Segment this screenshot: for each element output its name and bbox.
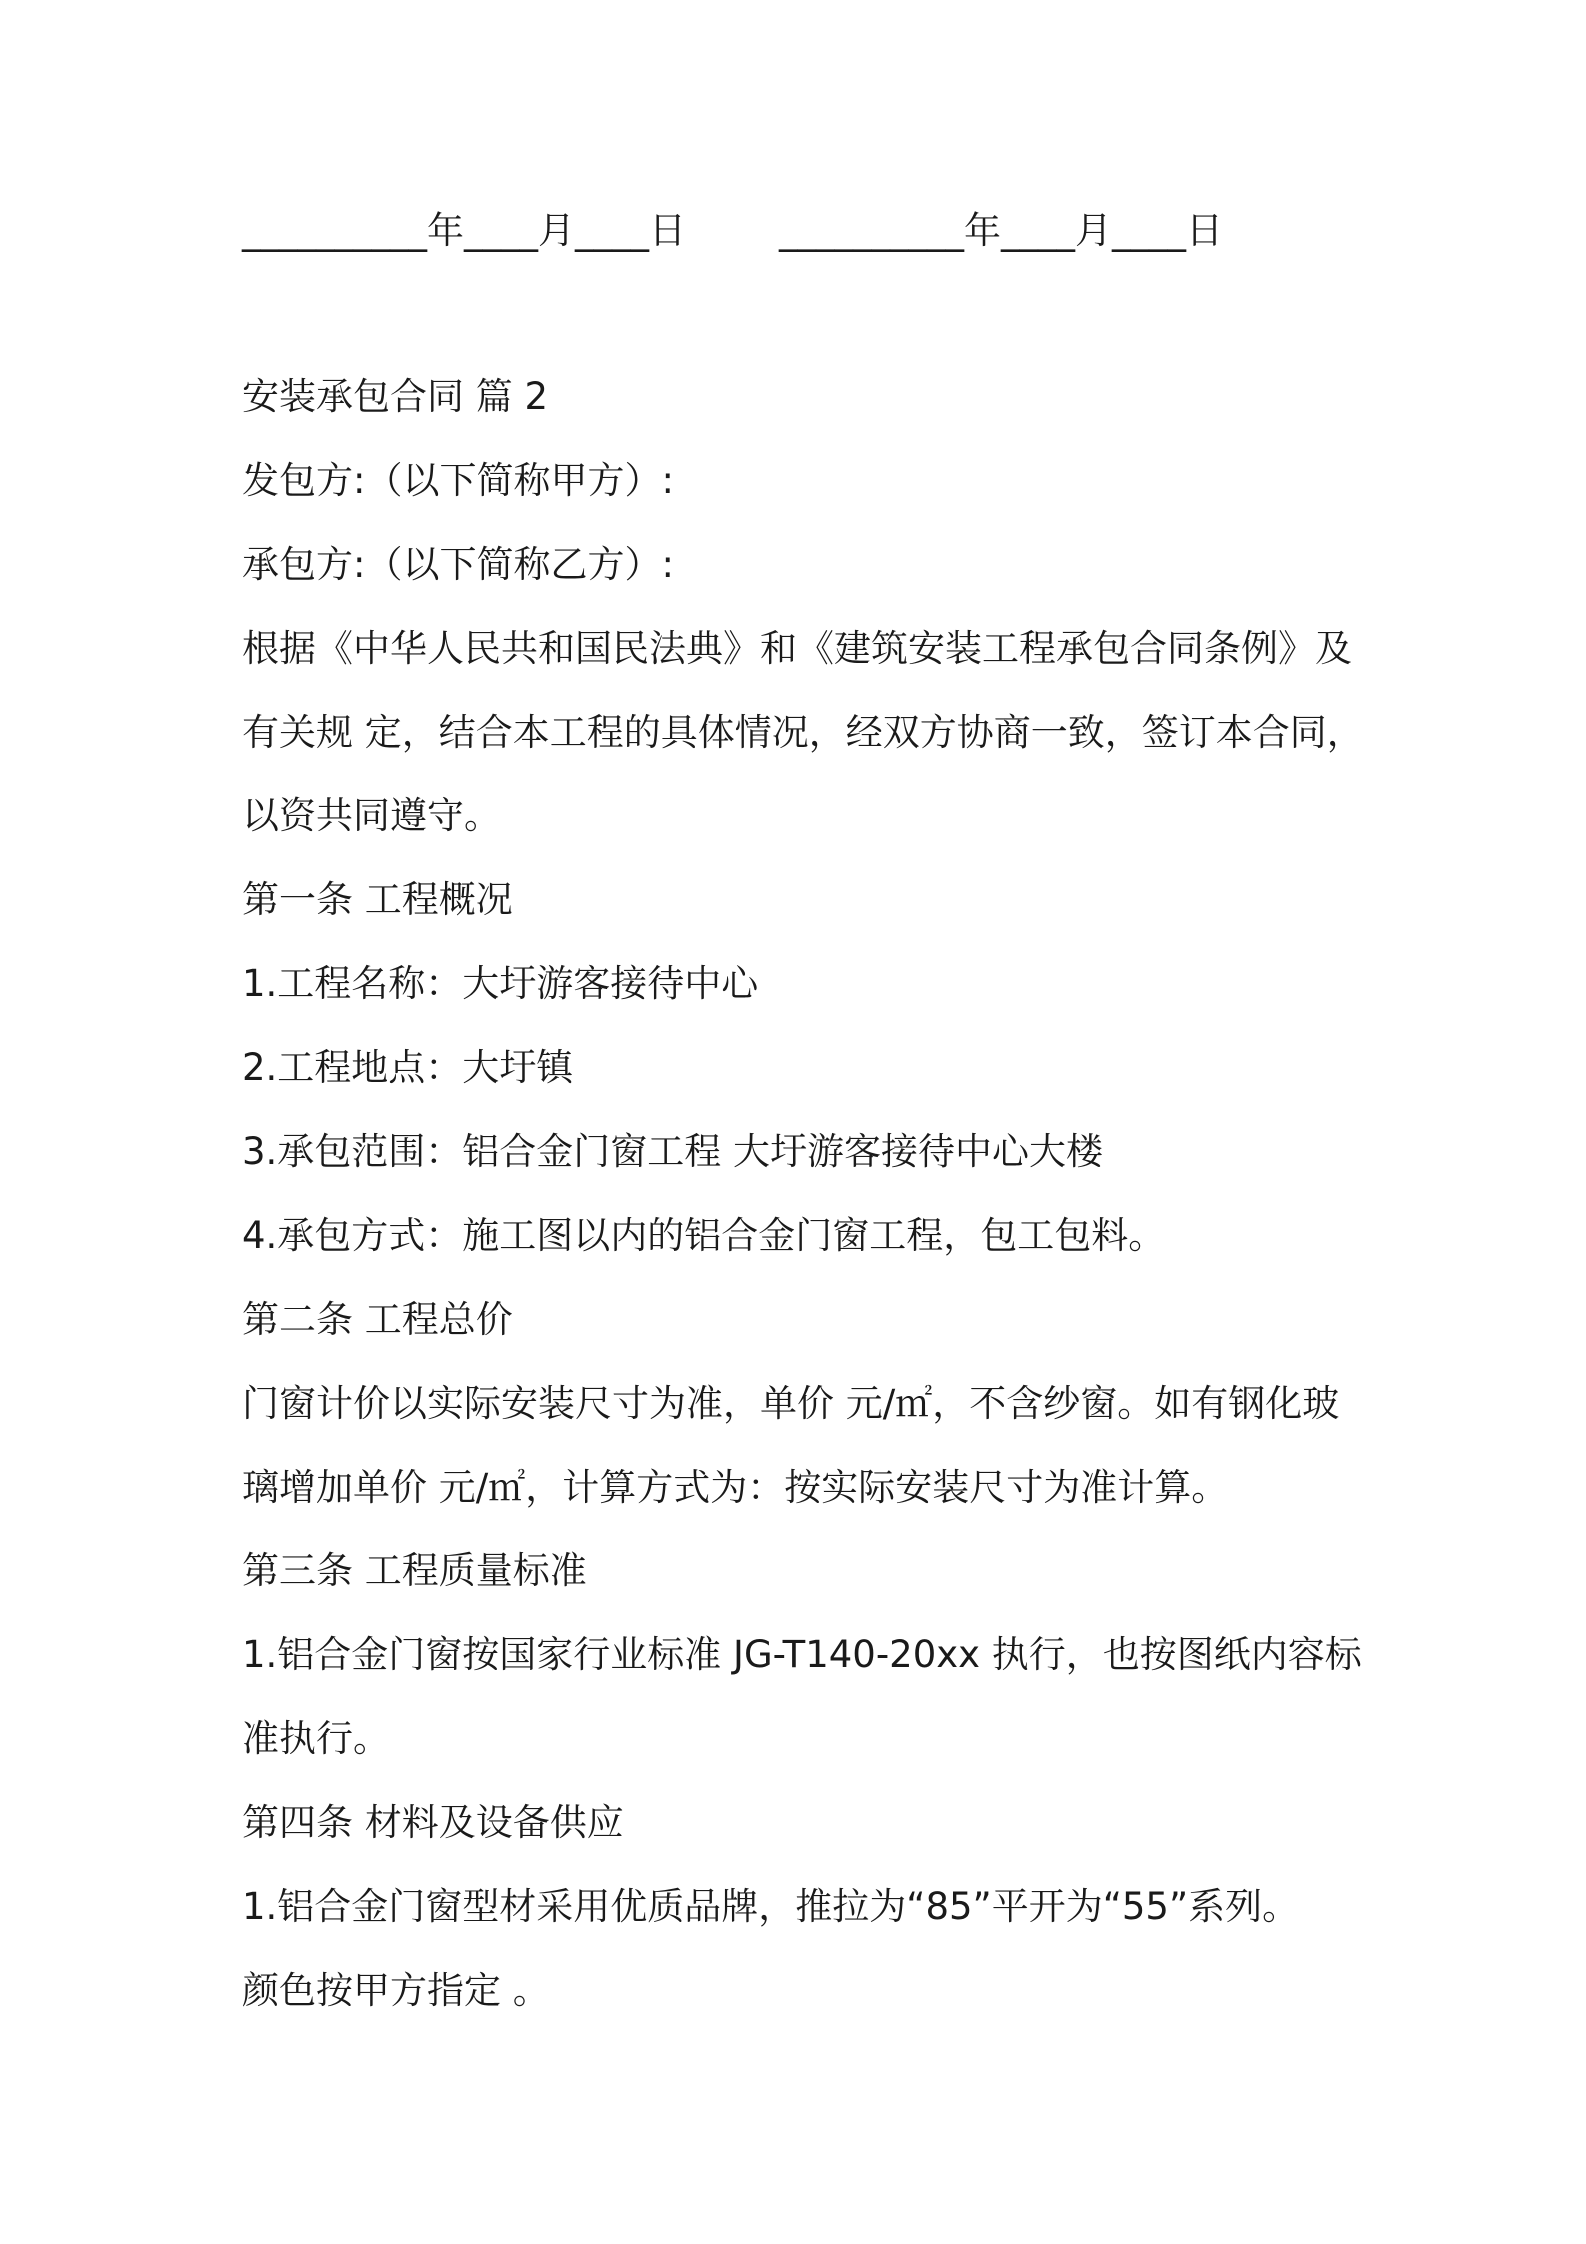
- project-name-line: 1.工程名称：大圩游客接待中心: [242, 962, 759, 1006]
- contract-body: [242, 355, 1442, 2033]
- quality-standard-line: 准执行。: [242, 1717, 390, 1761]
- party-b-date: __________年____月____日: [779, 209, 1223, 252]
- project-location-line: 2.工程地点：大圩镇: [242, 1046, 574, 1090]
- contract-title: 安装承包合同 篇 2: [242, 375, 549, 418]
- party-a-line: 发包方:（以下简称甲方）:: [242, 458, 674, 502]
- contract-method-line: 4.承包方式：施工图以内的铝合金门窗工程，包工包料。: [242, 1213, 1166, 1257]
- preamble-line: 有关规 定，结合本工程的具体情况，经双方协商一致，签订本合同，: [242, 710, 1364, 754]
- article-2-heading: 第二条 工程总价: [242, 1297, 513, 1341]
- material-supply-line: 颜色按甲方指定 。: [242, 1968, 550, 2012]
- article-3-heading: 第三条 工程质量标准: [242, 1549, 587, 1593]
- material-supply-line: 1.铝合金门窗型材采用优质品牌，推拉为“85”平开为“55”系列。: [242, 1885, 1300, 1929]
- article-1-heading: 第一条 工程概况: [242, 878, 513, 922]
- quality-standard-line: 1.铝合金门窗按国家行业标准 JG-T140-20xx 执行，也按图纸内容标: [242, 1633, 1362, 1677]
- contract-scope-line: 3.承包范围：铝合金门窗工程 大圩游客接待中心大楼: [242, 1130, 1104, 1174]
- article-4-heading: 第四条 材料及设备供应: [242, 1801, 624, 1845]
- party-a-date: __________年____月____日: [242, 209, 686, 252]
- preamble-line: 根据《中华人民共和国民法典》和《建筑安装工程承包合同条例》及: [242, 626, 1352, 670]
- signature-date-row: [0, 189, 1586, 273]
- pricing-line: 璃增加单价 元/㎡，计算方式为：按实际安装尺寸为准计算。: [242, 1465, 1229, 1509]
- party-b-line: 承包方:（以下简称乙方）:: [242, 542, 674, 586]
- preamble-line: 以资共同遵守。: [242, 794, 501, 838]
- pricing-line: 门窗计价以实际安装尺寸为准，单价 元/㎡，不含纱窗。如有钢化玻: [242, 1381, 1340, 1425]
